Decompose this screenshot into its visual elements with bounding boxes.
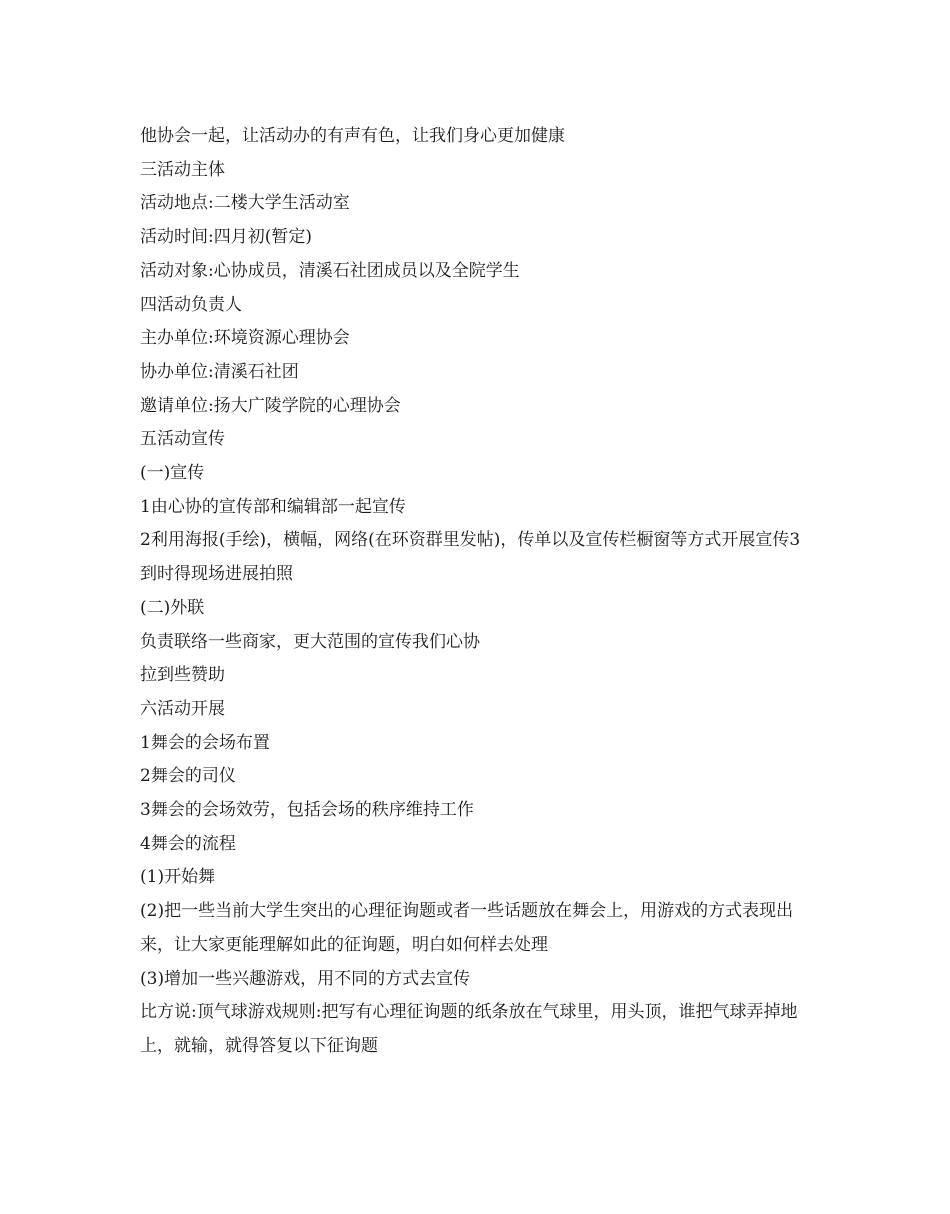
text-line: 拉到些赞助 xyxy=(140,665,225,686)
text-paragraph: (2)把一些当前大学生突出的心理征询题或者一些话题放在舞会上，用游戏的方式表现出来，让大家更能理解如此的征询题，明白如何样去处理 xyxy=(140,901,794,955)
text-line: 活动地点:二楼大学生活动室 xyxy=(140,193,350,214)
section-heading: 四活动负责人 xyxy=(140,294,242,315)
text-line: 1舞会的会场布置 xyxy=(140,732,270,753)
text-line: 主办单位:环境资源心理协会 xyxy=(140,328,350,349)
text-line: 1由心协的宣传部和编辑部一起宣传 xyxy=(140,496,406,517)
section-heading: 三活动主体 xyxy=(140,159,225,180)
text-paragraph: 2利用海报(手绘)，横幅，网络(在环资群里发帖)，传单以及宣传栏橱窗等方式开展宣传3到时得现场进展拍照 xyxy=(140,530,801,585)
text-line: 2舞会的司仪 xyxy=(140,766,236,787)
text-line: 负责联络一些商家，更大范围的宣传我们心协 xyxy=(140,631,480,652)
text-line: 邀请单位:扬大广陵学院的心理协会 xyxy=(140,395,401,416)
document-body xyxy=(140,120,815,1064)
subsection-heading: (一)宣传 xyxy=(140,463,205,484)
text-line: 活动时间:四月初(暂定) xyxy=(140,227,312,248)
text-line: 活动对象:心协成员，清溪石社团成员以及全院学生 xyxy=(140,260,520,281)
text-line: 他协会一起，让活动办的有声有色，让我们身心更加健康 xyxy=(140,126,565,146)
section-heading: 五活动宣传 xyxy=(140,429,225,450)
text-paragraph: 比方说:顶气球游戏规则:把写有心理征询题的纸条放在气球里，用头顶，谁把气球弄掉地上，就输，就得答复以下征询题 xyxy=(140,1002,798,1056)
section-heading: 六活动开展 xyxy=(140,698,225,719)
subsection-heading: (二)外联 xyxy=(140,597,205,618)
text-line: 协办单位:清溪石社团 xyxy=(140,361,299,382)
text-line: 3舞会的会场效劳，包括会场的秩序维持工作 xyxy=(140,800,474,821)
text-line: (3)增加一些兴趣游戏，用不同的方式去宣传 xyxy=(140,968,471,989)
text-line: (1)开始舞 xyxy=(140,867,216,888)
text-line: 4舞会的流程 xyxy=(140,833,236,854)
